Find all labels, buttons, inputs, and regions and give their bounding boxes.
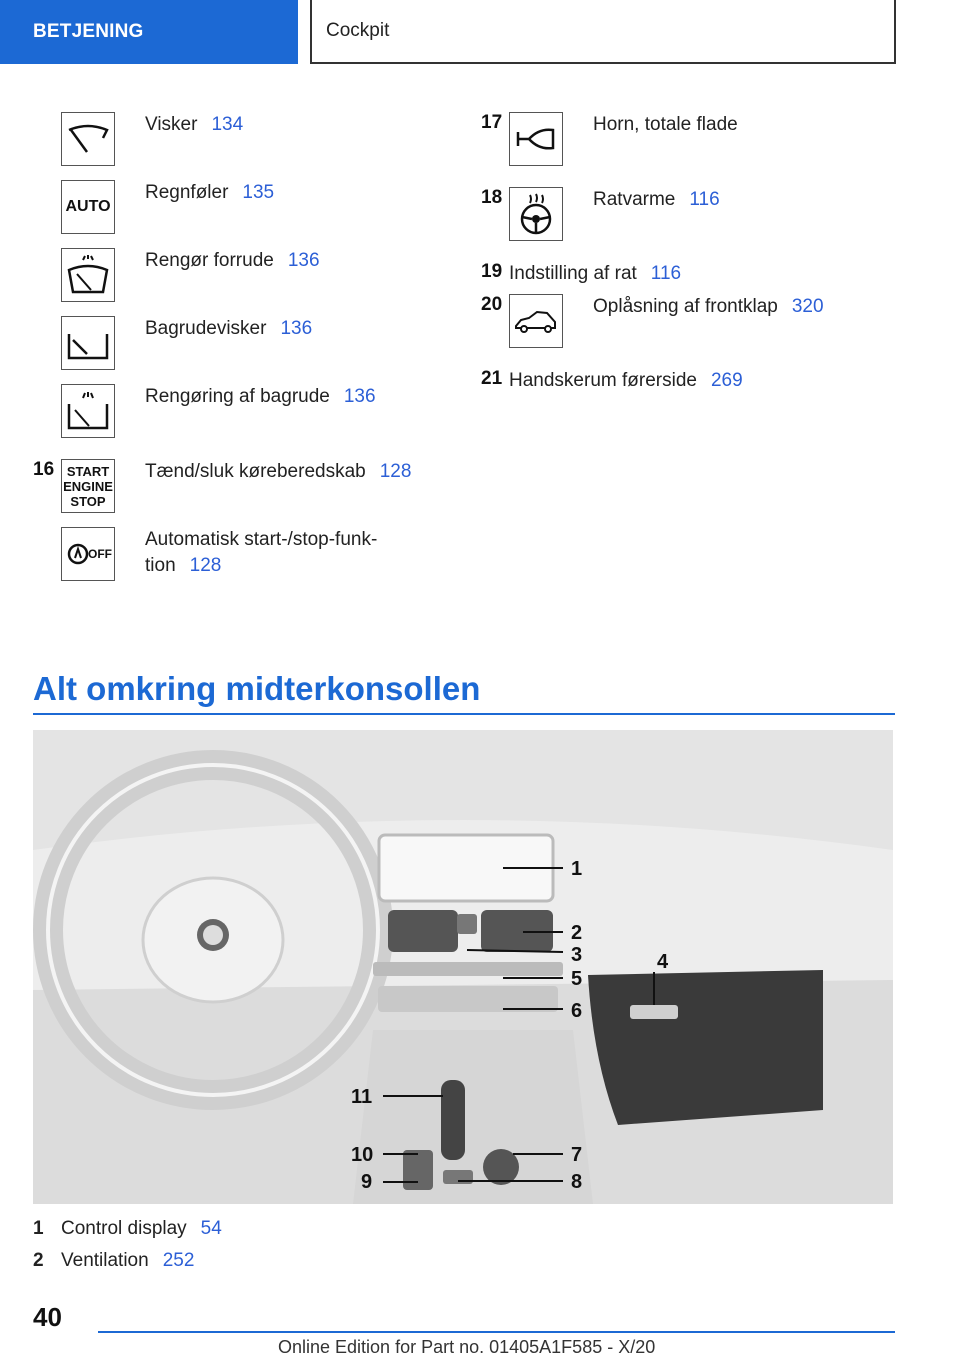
legend-label: Ventilation xyxy=(61,1250,149,1271)
callout-11: 11 xyxy=(351,1086,373,1108)
center-console-figure xyxy=(33,730,893,1204)
page-ref-link[interactable]: 136 xyxy=(343,386,376,407)
page-ref-link[interactable]: 320 xyxy=(791,296,824,317)
start-text: START xyxy=(66,463,110,479)
legend-item-1 xyxy=(33,1218,222,1240)
item-start-stop xyxy=(145,459,411,485)
footer-divider xyxy=(98,1331,895,1333)
wiper-icon xyxy=(61,112,115,166)
footer-edition: Online Edition for Part no. 01405A1F585 - X/20 xyxy=(278,1337,656,1357)
auto-start-stop-off-icon xyxy=(61,527,115,581)
item-steering-adjust xyxy=(509,261,681,287)
item-label: Indstilling af rat xyxy=(509,263,637,284)
item-rain-sensor xyxy=(145,180,274,206)
callout-8: 8 xyxy=(571,1171,583,1193)
hood-release-icon xyxy=(509,294,563,348)
item-wiper xyxy=(145,112,243,138)
item-label: Regnføler xyxy=(145,182,229,203)
callout-5: 5 xyxy=(571,968,583,990)
item-label-line1: Automatisk start-/stop-funk- xyxy=(145,529,378,550)
item-label-line2: tion xyxy=(145,555,176,576)
washer-icon xyxy=(61,248,115,302)
item-number: 18 xyxy=(481,187,503,208)
item-label: Tænd/sluk køreberedskab xyxy=(145,461,366,482)
item-auto-start-stop xyxy=(145,527,377,579)
item-number: 16 xyxy=(33,459,55,480)
section-heading: Alt omkring midterkonsollen xyxy=(33,670,481,707)
page-ref-link[interactable]: 136 xyxy=(287,250,320,271)
stop-text: STOP xyxy=(70,493,106,509)
chapter-title: Cockpit xyxy=(326,20,390,41)
page-number: 40 xyxy=(33,1302,62,1332)
page-ref-link[interactable]: 135 xyxy=(242,182,275,203)
item-hood-release xyxy=(593,294,824,320)
page-ref-link[interactable]: 116 xyxy=(650,263,682,284)
page-ref-link[interactable]: 116 xyxy=(689,189,720,210)
legend-number: 2 xyxy=(33,1250,44,1271)
steering-heat-icon xyxy=(509,187,563,241)
rear-wiper-icon xyxy=(61,316,115,370)
callout-9: 9 xyxy=(361,1171,373,1193)
item-number: 21 xyxy=(481,368,503,389)
page-ref-link[interactable]: 252 xyxy=(162,1250,195,1271)
legend-label: Control display xyxy=(61,1218,187,1239)
item-label: Rengøring af bagrude xyxy=(145,386,330,407)
legend-number: 1 xyxy=(33,1218,44,1239)
item-steering-heat xyxy=(593,187,720,213)
section-title: BETJENING xyxy=(33,21,144,42)
item-label: Handskerum førerside xyxy=(509,370,697,391)
page-ref-link[interactable]: 134 xyxy=(211,114,244,135)
page-ref-link[interactable]: 136 xyxy=(280,318,313,339)
callout-4: 4 xyxy=(657,951,669,973)
auto-icon xyxy=(61,180,115,234)
chapter-header xyxy=(310,0,896,64)
item-label: Bagrudevisker xyxy=(145,318,267,339)
item-windshield-washer xyxy=(145,248,320,274)
page-ref-link[interactable]: 269 xyxy=(710,370,743,391)
legend-item-2 xyxy=(33,1250,194,1272)
item-label: Rengør forrude xyxy=(145,250,274,271)
rear-washer-icon xyxy=(61,384,115,438)
item-rear-washer xyxy=(145,384,376,410)
callout-2: 2 xyxy=(571,922,583,944)
item-label: Ratvarme xyxy=(593,189,676,210)
page-ref-link[interactable]: 128 xyxy=(379,461,412,482)
auto-icon-text: AUTO xyxy=(65,198,111,215)
item-rear-wiper xyxy=(145,316,312,342)
section-divider xyxy=(33,713,895,715)
start-stop-icon xyxy=(61,459,115,513)
item-number: 17 xyxy=(481,112,503,133)
item-number: 20 xyxy=(481,294,503,315)
callout-10: 10 xyxy=(351,1144,374,1166)
item-glovebox xyxy=(509,368,743,394)
off-text: OFF xyxy=(88,547,112,561)
item-label: Oplåsning af frontklap xyxy=(593,296,778,317)
item-number: 19 xyxy=(481,261,503,282)
item-label: Visker xyxy=(145,114,198,135)
page-ref-link[interactable]: 54 xyxy=(200,1218,222,1239)
item-horn xyxy=(593,112,738,138)
item-label: Horn, totale flade xyxy=(593,114,738,135)
callout-1: 1 xyxy=(571,858,583,880)
section-tab xyxy=(0,0,298,64)
horn-icon xyxy=(509,112,563,166)
callout-6: 6 xyxy=(571,1000,583,1022)
cockpit-illustration xyxy=(33,730,893,1204)
callout-7: 7 xyxy=(571,1144,583,1166)
callout-3: 3 xyxy=(571,944,583,966)
page-ref-link[interactable]: 128 xyxy=(189,555,222,576)
engine-text: ENGINE xyxy=(63,478,113,494)
